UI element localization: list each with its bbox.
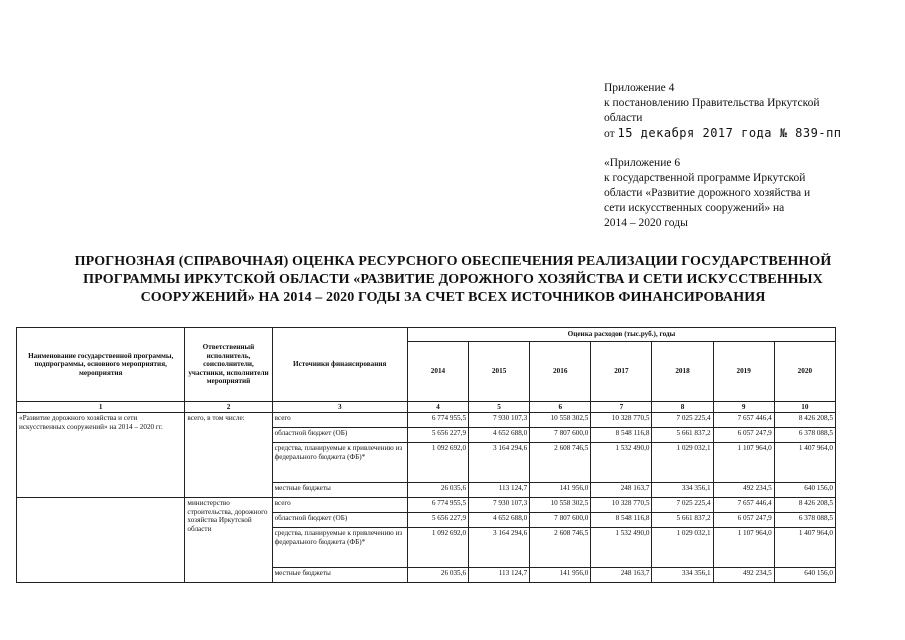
value-cell: 7 930 107,3 [469, 413, 530, 428]
source-cell: средства, планируемые к привлечению из федерального бюджета (ФБ)* [272, 443, 407, 483]
value-cell: 1 107 964,0 [713, 528, 774, 568]
value-cell: 8 548 116,8 [591, 428, 652, 443]
column-number: 6 [530, 402, 591, 413]
column-number: 9 [713, 402, 774, 413]
source-cell: областной бюджет (ОБ) [272, 428, 407, 443]
column-number: 10 [774, 402, 835, 413]
value-cell: 248 163,7 [591, 483, 652, 498]
column-number: 3 [272, 402, 407, 413]
value-cell: 5 661 837,2 [652, 428, 713, 443]
value-cell: 7 807 600,0 [530, 513, 591, 528]
value-cell: 4 652 688,0 [469, 428, 530, 443]
appendix-number: Приложение 4 [604, 82, 675, 94]
table-row [17, 498, 836, 513]
decree-date-number: 15 декабря 2017 года № 839-пп [617, 126, 842, 140]
value-cell: 1 532 490,0 [591, 443, 652, 483]
value-cell: 248 163,7 [591, 568, 652, 583]
value-cell: 10 558 302,5 [530, 498, 591, 513]
source-cell: всего [272, 498, 407, 513]
header-name: Наименование государственной программы, подпрограммы, основного мероприятия, мероприятия [17, 328, 185, 402]
title-line-2: ПРОГРАММЫ ИРКУТСКОЙ ОБЛАСТИ «РАЗВИТИЕ ДОРОЖНОГО ХОЗЯЙСТВА И СЕТИ ИСКУССТВЕННЫХ [83, 272, 823, 287]
value-cell: 7 807 600,0 [530, 428, 591, 443]
column-number: 2 [185, 402, 272, 413]
value-cell: 7 025 225,4 [652, 498, 713, 513]
header-estimate: Оценка расходов (тыс.руб.), годы [407, 328, 835, 342]
column-number: 7 [591, 402, 652, 413]
annex-line-4: 2014 – 2020 годы [604, 217, 688, 229]
value-cell: 10 328 770,5 [591, 413, 652, 428]
appendix-resolution-ref: к постановлению Правительства Иркутской [604, 97, 820, 109]
header-responsible: Ответственный исполнитель, соисполнители, участники, исполнители мероприятий [185, 328, 272, 402]
header-year: 2020 [774, 342, 835, 402]
column-number: 1 [17, 402, 185, 413]
column-number: 4 [407, 402, 468, 413]
value-cell: 6 057 247,9 [713, 428, 774, 443]
title-line-1: ПРОГНОЗНАЯ (СПРАВОЧНАЯ) ОЦЕНКА РЕСУРСНОГО ОБЕСПЕЧЕНИЯ РЕАЛИЗАЦИИ ГОСУДАРСТВЕННОЙ [74, 254, 832, 269]
column-number: 5 [469, 402, 530, 413]
value-cell: 113 124,7 [469, 568, 530, 583]
header-year: 2014 [407, 342, 468, 402]
decree-line [604, 126, 894, 142]
value-cell: 4 652 688,0 [469, 513, 530, 528]
budget-table [16, 327, 836, 583]
value-cell: 8 426 208,5 [774, 413, 835, 428]
value-cell: 7 930 107,3 [469, 498, 530, 513]
header-year: 2016 [530, 342, 591, 402]
header-year: 2019 [713, 342, 774, 402]
value-cell: 6 774 955,5 [407, 413, 468, 428]
value-cell: 6 774 955,5 [407, 498, 468, 513]
value-cell: 6 378 088,5 [774, 428, 835, 443]
value-cell: 334 356,1 [652, 483, 713, 498]
header-year: 2015 [469, 342, 530, 402]
annex-line-2: области «Развитие дорожного хозяйства и [604, 187, 811, 199]
value-cell: 26 035,6 [407, 568, 468, 583]
value-cell: 492 234,5 [713, 568, 774, 583]
value-cell: 26 035,6 [407, 483, 468, 498]
value-cell: 5 656 227,9 [407, 428, 468, 443]
responsible-cell: министерство строительства, дорожного хозяйства Иркутской области [185, 498, 272, 583]
value-cell: 1 029 032,1 [652, 528, 713, 568]
decree-from-word: от [604, 128, 615, 140]
value-cell: 8 426 208,5 [774, 498, 835, 513]
value-cell: 1 407 964,0 [774, 443, 835, 483]
value-cell: 113 124,7 [469, 483, 530, 498]
value-cell: 5 661 837,2 [652, 513, 713, 528]
header-year: 2017 [591, 342, 652, 402]
title-line-3: СООРУЖЕНИЙ» НА 2014 – 2020 ГОДЫ ЗА СЧЕТ ВСЕХ ИСТОЧНИКОВ ФИНАНСИРОВАНИЯ [140, 290, 766, 305]
source-cell: областной бюджет (ОБ) [272, 513, 407, 528]
source-cell: местные бюджеты [272, 568, 407, 583]
value-cell: 7 657 446,4 [713, 498, 774, 513]
value-cell: 1 092 692,0 [407, 528, 468, 568]
value-cell: 3 164 294,6 [469, 528, 530, 568]
column-number: 8 [652, 402, 713, 413]
value-cell: 2 608 746,5 [530, 528, 591, 568]
source-cell: местные бюджеты [272, 483, 407, 498]
value-cell: 8 548 116,8 [591, 513, 652, 528]
value-cell: 10 328 770,5 [591, 498, 652, 513]
document-title [20, 253, 886, 307]
value-cell: 141 956,0 [530, 568, 591, 583]
appendix-region: области [604, 112, 643, 124]
value-cell: 3 164 294,6 [469, 443, 530, 483]
value-cell: 334 356,1 [652, 568, 713, 583]
value-cell: 1 029 032,1 [652, 443, 713, 483]
table-row [17, 413, 836, 428]
value-cell: 640 156,0 [774, 568, 835, 583]
value-cell: 6 378 088,5 [774, 513, 835, 528]
annex-number: «Приложение 6 [604, 157, 681, 169]
header-year: 2018 [652, 342, 713, 402]
value-cell: 141 956,0 [530, 483, 591, 498]
value-cell: 2 608 746,5 [530, 443, 591, 483]
program-name-cell [17, 498, 185, 583]
annex-line-3: сети искусственных сооружений» на [604, 202, 785, 214]
value-cell: 10 558 302,5 [530, 413, 591, 428]
value-cell: 1 532 490,0 [591, 528, 652, 568]
appendix-block [604, 81, 894, 231]
program-name-cell: «Развитие дорожного хозяйства и сети искусственных сооружений» на 2014 – 2020 гг. [17, 413, 185, 498]
annex-line-1: к государственной программе Иркутской [604, 172, 806, 184]
value-cell: 1 092 692,0 [407, 443, 468, 483]
value-cell: 1 107 964,0 [713, 443, 774, 483]
value-cell: 5 656 227,9 [407, 513, 468, 528]
value-cell: 7 657 446,4 [713, 413, 774, 428]
source-cell: всего [272, 413, 407, 428]
source-cell: средства, планируемые к привлечению из федерального бюджета (ФБ)* [272, 528, 407, 568]
value-cell: 640 156,0 [774, 483, 835, 498]
value-cell: 6 057 247,9 [713, 513, 774, 528]
value-cell: 492 234,5 [713, 483, 774, 498]
value-cell: 7 025 225,4 [652, 413, 713, 428]
responsible-cell: всего, в том числе: [185, 413, 272, 498]
value-cell: 1 407 964,0 [774, 528, 835, 568]
header-sources: Источники финансирования [272, 328, 407, 402]
